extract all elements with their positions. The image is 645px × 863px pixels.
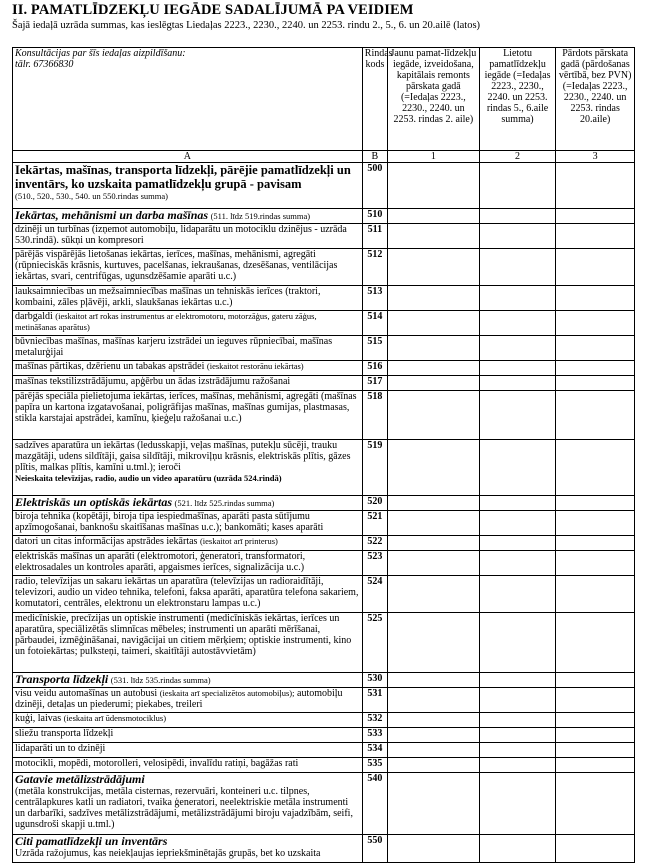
table-row (13, 511, 635, 536)
row-desc (13, 311, 363, 336)
row-main: darbgaldi (15, 311, 53, 322)
value-cell-col1[interactable] (387, 286, 479, 311)
value-cell-col1[interactable] (387, 713, 479, 728)
row-code: 530 (362, 673, 387, 688)
section-intro: Šajā iedaļā uzrāda summas, kas ieslēgtas Liedaļas 2223., 2230., 2240. un 2253. rindu 2., 5., 6. un 20.ailē (latos) (12, 20, 481, 31)
row-main: Transporta līdzekļi (15, 672, 109, 686)
value-cell-col1[interactable] (387, 551, 479, 576)
value-cell-col3[interactable] (556, 835, 635, 863)
value-cell-col1[interactable] (387, 336, 479, 361)
value-cell-col1[interactable] (387, 511, 479, 536)
table-row (13, 249, 635, 286)
col2-header: Lietotu pamatlīdzekļu iegāde (=Iedaļas 2223., 2230., 2240. un 2253. rindas 5., 6.aile summa) (479, 48, 556, 151)
value-cell-col2[interactable] (479, 688, 556, 713)
table-row (13, 440, 635, 496)
value-cell-col1[interactable] (387, 163, 479, 209)
row-code: 513 (362, 286, 387, 311)
value-cell-col2[interactable] (479, 336, 556, 361)
value-cell-col3[interactable] (556, 773, 635, 835)
value-cell-col3[interactable] (556, 376, 635, 391)
row-desc: dzinēji un turbīnas (izņemot automobiļu, lidaparātu un motociklu dzinējus - uzrāda 530.rindā). sūkņi un kompresori (13, 224, 363, 249)
letter-b: B (362, 151, 387, 163)
row-code: 550 (362, 835, 387, 863)
col-code-header: Rindas kods (362, 48, 387, 151)
row-note: (ieskaita arī specializētos automobiļus); (159, 688, 295, 698)
value-cell-col2[interactable] (479, 311, 556, 336)
row-code: 540 (362, 773, 387, 835)
row-desc (13, 536, 363, 551)
row-code: 512 (362, 249, 387, 286)
value-cell-col2[interactable] (479, 224, 556, 249)
row-code: 525 (362, 613, 387, 673)
value-cell-col2[interactable] (479, 773, 556, 835)
row-note: (ieskaitot arī rokas instrumentus ar elektromotoru, motorzāģus, gateru zāģus, metināšanas aparātus) (15, 311, 317, 332)
value-cell-col3[interactable] (556, 743, 635, 758)
row-code: 534 (362, 743, 387, 758)
row-desc: mašīnas tekstilizstrādājumu, apģērbu un ādas izstrādājumu ražošanai (13, 376, 363, 391)
row-tail: automobiļu dzinēji, detaļas un piederumi; piekabes, treileri (15, 688, 343, 710)
value-cell-col1[interactable] (387, 536, 479, 551)
value-cell-col3[interactable] (556, 688, 635, 713)
value-cell-col2[interactable] (479, 673, 556, 688)
value-cell-col2[interactable] (479, 613, 556, 673)
value-cell-col3[interactable] (556, 673, 635, 688)
value-cell-col2[interactable] (479, 551, 556, 576)
table-row (13, 688, 635, 713)
row-code: 524 (362, 576, 387, 613)
row-code: 532 (362, 713, 387, 728)
row-main: datori un citas informācijas apstrādes iekārtas (15, 536, 198, 547)
value-cell-col3[interactable] (556, 576, 635, 613)
value-cell-col2[interactable] (479, 713, 556, 728)
value-cell-col1[interactable] (387, 728, 479, 743)
value-cell-col2[interactable] (479, 743, 556, 758)
row-note: (ieskaita arī ūdensmotociklus) (63, 713, 167, 723)
table-row (13, 743, 635, 758)
value-cell-col2[interactable] (479, 835, 556, 863)
row-desc (13, 209, 363, 224)
value-cell-col3[interactable] (556, 713, 635, 728)
value-cell-col3[interactable] (556, 511, 635, 536)
row-main: Citi pamatlīdzekļi un inventārs (15, 834, 168, 848)
value-cell-col1[interactable] (387, 758, 479, 773)
value-cell-col1[interactable] (387, 773, 479, 835)
row-note: Neieskaita televīzijas, radio, audio un video aparatūru (uzrāda 524.rindā) (15, 473, 282, 483)
row-note: (510., 520., 530., 540. un 550.rindas summa) (15, 191, 168, 201)
value-cell-col3[interactable] (556, 758, 635, 773)
value-cell-col2[interactable] (479, 758, 556, 773)
row-code: 514 (362, 311, 387, 336)
row-desc: sliežu transporta līdzekļi (13, 728, 363, 743)
value-cell-col3[interactable] (556, 613, 635, 673)
row-desc: pārējās speciāla pielietojuma iekārtas, ierīces, mašīnas, mehānismi, agregāti (mašīnas papīra un kartona izgatavošanai, poligrāfijas mašīnas, mašīnas gumijas, plastmasas, stikla karstajai apstrādei, kamīnu, ķieģeļu ražošanai u.c.) (13, 391, 363, 440)
table-row (13, 286, 635, 311)
table-row (13, 336, 635, 361)
section-title: II. PAMATLĪDZEKĻU IEGĀDE SADALĪJUMĀ PA VEIDIEM (12, 2, 414, 18)
col1-header: Jaunu pamat-līdzekļu iegāde, izveidošana, kapitālais remonts pārskata gadā (=Iedaļas 2223., 2230., 2240. un 2253. rindas 2. aile) (387, 48, 479, 151)
row-desc: pārējās vispārējās lietošanas iekārtas, ierīces, mašīnas, mehānismi, agregāti (rūpnieciskās krāsnis, kurtuves, pacelšanas, iekraušanas, dzesēšanas, ventilācijas iekārtas, svari, centrifūgas, ugunsdzēšamie aparāti u.c.) (13, 249, 363, 286)
row-note: (511. līdz 519.rindas summa) (210, 211, 311, 221)
value-cell-col3[interactable] (556, 249, 635, 286)
value-cell-col3[interactable] (556, 728, 635, 743)
value-cell-col2[interactable] (479, 209, 556, 224)
letters-row (13, 151, 635, 163)
value-cell-col1[interactable] (387, 249, 479, 286)
header-row (13, 48, 635, 151)
row-main: mašīnas pārtikas, dzērienu un tabakas apstrādei (15, 361, 205, 372)
row-code: 521 (362, 511, 387, 536)
table-row (13, 496, 635, 511)
value-cell-col2[interactable] (479, 511, 556, 536)
value-cell-col1[interactable] (387, 224, 479, 249)
row-main: Iekārtas, mašīnas, transporta līdzekļi, pārējie pamatlīdzekļi un inventārs, ko uzskaita pamatlīdzekļu grupā - pavisam (15, 163, 351, 191)
row-desc: motocikli, mopēdi, motorolleri, velosipēdi, invalīdu ratiņi, bagāžas rati (13, 758, 363, 773)
row-code: 531 (362, 688, 387, 713)
row-desc: biroja tehnika (kopētāji, biroja tipa iespiedmašīnas, aparāti pasta sūtījumu apzīmogošanai, banknošu skaitīšanas mašīnas u.c.); bankomāti; kases aparāti (13, 511, 363, 536)
row-code: 535 (362, 758, 387, 773)
table-row (13, 311, 635, 336)
table-row (13, 361, 635, 376)
table-row (13, 773, 635, 835)
col3-header: Pārdots pārskata gadā (pārdošanas vērtībā, bez PVN) (=Iedaļas 2223., 2230., 2240. un 2253. rindas 20.aile) (556, 48, 635, 151)
row-tail: Uzrāda ražojumus, kas neiekļaujas iepriekšminētajās grupās, bet ko uzskaita (15, 848, 321, 859)
table-row (13, 536, 635, 551)
value-cell-col1[interactable] (387, 440, 479, 496)
row-code: 500 (362, 163, 387, 209)
table-row (13, 376, 635, 391)
table-row (13, 551, 635, 576)
row-code: 518 (362, 391, 387, 440)
row-desc (13, 835, 363, 863)
value-cell-col3[interactable] (556, 311, 635, 336)
row-desc (13, 673, 363, 688)
consult-phone: tālr. 67366830 (15, 59, 74, 70)
value-cell-col2[interactable] (479, 391, 556, 440)
value-cell-col3[interactable] (556, 496, 635, 511)
row-note: (531. līdz 535.rindas summa) (110, 675, 211, 685)
row-main: visu veidu automašīnas un autobusi (15, 688, 158, 699)
value-cell-col3[interactable] (556, 336, 635, 361)
row-desc (13, 713, 363, 728)
row-desc: lidaparāti un to dzinēji (13, 743, 363, 758)
letter-a: A (13, 151, 363, 163)
value-cell-col1[interactable] (387, 496, 479, 511)
table-row (13, 224, 635, 249)
value-cell-col1[interactable] (387, 576, 479, 613)
value-cell-col1[interactable] (387, 688, 479, 713)
col-num-1: 1 (387, 151, 479, 163)
row-code: 510 (362, 209, 387, 224)
row-desc (13, 440, 363, 496)
row-note: (ieskaitot restorānu iekārtas) (206, 361, 304, 371)
row-desc: būvniecības mašīnas, mašīnas karjeru izstrādei un ieguves rūpniecībai, mašīnas metalurģijai (13, 336, 363, 361)
col-num-3: 3 (556, 151, 635, 163)
table-row (13, 758, 635, 773)
value-cell-col2[interactable] (479, 361, 556, 376)
value-cell-col3[interactable] (556, 209, 635, 224)
row-main: sadzīves aparatūra un iekārtas (ledusskapji, veļas mašīnas, putekļu sūcēji, trauku mazgātāji, udens sildītāji, gaisa sildītāji, mikroviļņu krāsnis, elektriskās plītis, gāzes plītis, malkas plītis, kamīni u.tml.); ieroči (15, 440, 351, 473)
row-main: kuģi, laivas (15, 713, 62, 724)
value-cell-col1[interactable] (387, 613, 479, 673)
table-row (13, 576, 635, 613)
value-cell-col3[interactable] (556, 361, 635, 376)
table-row (13, 673, 635, 688)
row-desc (13, 773, 363, 835)
value-cell-col2[interactable] (479, 536, 556, 551)
value-cell-col1[interactable] (387, 835, 479, 863)
table-row (13, 391, 635, 440)
table-row (13, 613, 635, 673)
row-code: 523 (362, 551, 387, 576)
row-code: 516 (362, 361, 387, 376)
value-cell-col3[interactable] (556, 163, 635, 209)
table-row (13, 163, 635, 209)
row-desc (13, 163, 363, 209)
table-row (13, 728, 635, 743)
row-main: Iekārtas, mehānismi un darba mašīnas (15, 208, 209, 222)
assets-table (12, 47, 635, 863)
row-note: (521. līdz 525.rindas summa) (174, 498, 275, 508)
row-code: 517 (362, 376, 387, 391)
value-cell-col3[interactable] (556, 286, 635, 311)
value-cell-col2[interactable] (479, 496, 556, 511)
table-row (13, 835, 635, 863)
value-cell-col2[interactable] (479, 728, 556, 743)
value-cell-col2[interactable] (479, 576, 556, 613)
value-cell-col1[interactable] (387, 376, 479, 391)
row-main: Gatavie metālizstrādājumi (15, 772, 145, 786)
row-code: 520 (362, 496, 387, 511)
value-cell-col2[interactable] (479, 376, 556, 391)
row-code: 511 (362, 224, 387, 249)
row-desc: radio, televīzijas un sakaru iekārtas un aparatūra (televīzijas un radioraidītāji, televizori, audio un video tehnika, telefoni, faksa aparāti, aparatūra telefona sakariem, komutatori, centrāles, elektronu un elektronstaru lampas u.c.) (13, 576, 363, 613)
value-cell-col3[interactable] (556, 536, 635, 551)
value-cell-col1[interactable] (387, 311, 479, 336)
row-note: (ieskaitot arī printerus) (199, 536, 278, 546)
value-cell-col3[interactable] (556, 224, 635, 249)
value-cell-col2[interactable] (479, 440, 556, 496)
value-cell-col2[interactable] (479, 286, 556, 311)
row-desc: lauksaimniecības un mežsaimniecības mašīnas un tehniskās ierīces (traktori, kombaini, zāles pļāvēji, arkli, slaukšanas iekārtas u.c.) (13, 286, 363, 311)
row-desc: elektriskās mašīnas un aparāti (elektromotori, ģeneratori, transformatori, elektrosadales un kontroles aparāti, apgaismes ierīces, signalizācija u.c.) (13, 551, 363, 576)
value-cell-col3[interactable] (556, 440, 635, 496)
value-cell-col1[interactable] (387, 391, 479, 440)
row-main: Elektriskās un optiskās iekārtas (15, 495, 173, 509)
value-cell-col2[interactable] (479, 249, 556, 286)
row-tail: (metāla konstrukcijas, metāla cisternas, rezervuāri, konteineri u.c. tilpnes, centrālapkures katli un radiatori, tvaika ģeneratori, neelektriskie metāla instrumenti un darbarīki, sadzīves metālizstrādājumi, metālizstrādājumi biroju vajadzībām, seifi, ugunsdroši skapji u.tml.) (15, 786, 353, 830)
consult-label: Konsultācijas par šīs iedaļas aizpildīšanu: (15, 48, 186, 59)
table-row (13, 713, 635, 728)
value-cell-col2[interactable] (479, 163, 556, 209)
value-cell-col1[interactable] (387, 361, 479, 376)
row-desc (13, 688, 363, 713)
col-num-2: 2 (479, 151, 556, 163)
row-code: 515 (362, 336, 387, 361)
consult-cell (13, 48, 363, 151)
value-cell-col1[interactable] (387, 209, 479, 224)
row-code: 522 (362, 536, 387, 551)
value-cell-col1[interactable] (387, 743, 479, 758)
table-row (13, 209, 635, 224)
row-code: 519 (362, 440, 387, 496)
value-cell-col3[interactable] (556, 551, 635, 576)
row-code: 533 (362, 728, 387, 743)
row-desc: medicīniskie, precīzijas un optiskie instrumenti (medicīniskās iekārtas, ierīces un aparatūra, speciālizētās slimnīcas mēbeles; instrumenti un aparāti mērīšanai, pārbaudei, izmēģināšanai, navigācijai un citiem mērķiem; optiskie instrumenti, kino un fotoiekārtas; pulksteņi, taimeri, skaitītāji autostāvvietām) (13, 613, 363, 673)
row-desc (13, 361, 363, 376)
value-cell-col3[interactable] (556, 391, 635, 440)
value-cell-col1[interactable] (387, 673, 479, 688)
row-desc (13, 496, 363, 511)
